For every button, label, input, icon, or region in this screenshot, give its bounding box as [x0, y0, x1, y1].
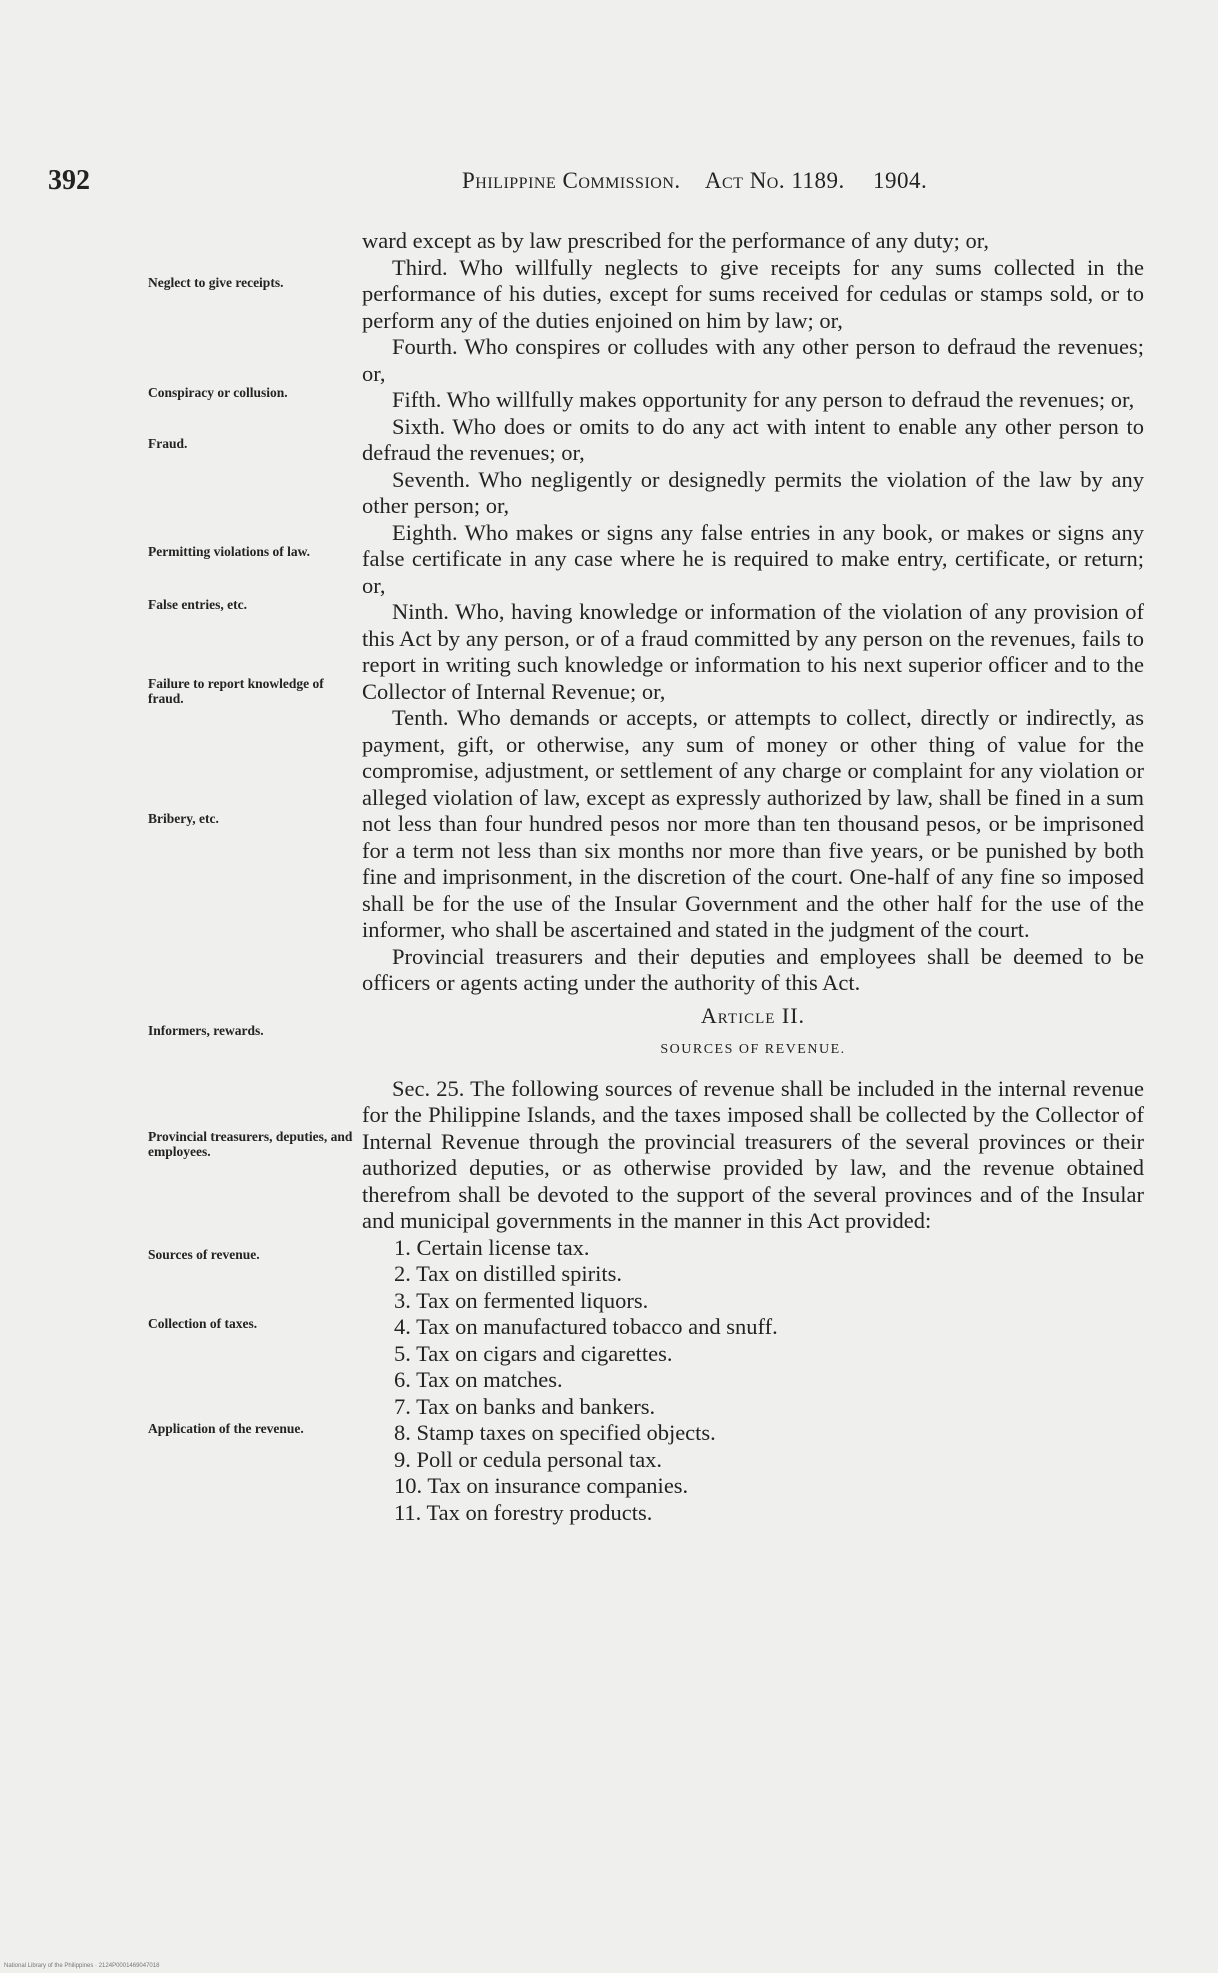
list-item: 9. Poll or cedula personal tax.	[394, 1446, 663, 1472]
paragraph: Eighth. Who makes or signs any false entries in any book, or makes or signs any false certificate in any case where he is required to make entry, certificate, or return; or,	[362, 519, 1144, 598]
list-item: 7. Tax on banks and bankers.	[394, 1393, 656, 1419]
margin-note: Conspiracy or collusion.	[148, 385, 288, 400]
article-subheading: SOURCES OF REVENUE.	[660, 1042, 846, 1057]
paragraph: Provincial treasurers and their deputies and employees shall be deemed to be officers or agents acting under the authority of this Act.	[362, 943, 1144, 995]
list-item: 10. Tax on insurance companies.	[394, 1473, 689, 1498]
list-item: 5. Tax on cigars and cigarettes.	[394, 1340, 673, 1366]
body-text	[362, 228, 1144, 1526]
list-item: 6. Tax on matches.	[394, 1367, 563, 1392]
paragraph: Seventh. Who negligently or designedly permits the violation of the law by any other person; or,	[362, 466, 1144, 518]
margin-note: Bribery, etc.	[148, 811, 219, 826]
margin-note: Provincial treasurers, deputies, and employees.	[148, 1129, 353, 1159]
article-heading: Article II.	[700, 1002, 806, 1028]
scan-footer: National Library of the Philippines · 2124P0001469047018	[4, 1963, 160, 1969]
list-item: 2. Tax on distilled spirits.	[394, 1261, 623, 1286]
page-number: 392	[48, 165, 90, 196]
margin-note: Permitting violations of law.	[148, 544, 310, 559]
header-act: Act No. 1189.	[704, 168, 845, 193]
paragraph: Ninth. Who, having knowledge or information of the violation of any provision of this Act by any person, or of a fraud committed by any person on the revenues, fails to report in writing such knowledge or information to his next superior officer and to the Collector of Internal Revenue; or,	[362, 599, 1144, 704]
header-commission: Philippine Commission.	[462, 168, 681, 193]
paragraph: Third. Who willfully neglects to give receipts for any sums collected in the performance of his duties, except for sums received for cedulas or stamps sold, or to perform any of the duties enjoined on him by law; or,	[362, 254, 1144, 333]
margin-note: Informers, rewards.	[148, 1023, 264, 1038]
paragraph: ward except as by law prescribed for the performance of any duty; or,	[362, 228, 989, 253]
header-year: 1904.	[873, 168, 928, 193]
margin-note: Application of the revenue.	[148, 1421, 304, 1436]
list-item: 4. Tax on manufactured tobacco and snuff.	[394, 1314, 778, 1339]
running-header	[462, 168, 927, 194]
revenue-sources-list	[362, 1235, 1144, 1527]
paragraph: Sec. 25. The following sources of revenue shall be included in the internal revenue for the Philippine Islands, and the taxes imposed shall be collected by the Collector of Internal Revenue through the provincial treasurers of the several provinces or their authorized deputies, or as otherwise provided by law, and the revenue obtained therefrom shall be devoted to the support of the several provinces and of the Insular and municipal governments in the manner in this Act provided:	[362, 1075, 1144, 1233]
margin-note: Collection of taxes.	[148, 1316, 258, 1331]
list-item: 8. Stamp taxes on specified objects.	[394, 1420, 716, 1445]
paragraph: Tenth. Who demands or accepts, or attempts to collect, directly or indirectly, as payment, gift, or otherwise, any sum of money or other thing of value for the compromise, adjustment, or settlement of any charge or complaint for any violation or alleged violation of law, except as expressly authorized by law, shall be fined in a sum not less than four hundred pesos nor more than ten thousand pesos, or be imprisoned for a term not less than six months nor more than five years, or be punished by both fine and imprisonment, in the discretion of the court. One-half of any fine so imposed shall be for the use of the Insular Government and the other half for the use of the informer, who shall be ascertained and stated in the judgment of the court.	[362, 705, 1144, 942]
paragraph: Fourth. Who conspires or colludes with any other person to defraud the revenues; or,	[362, 334, 1144, 386]
paragraph: Sixth. Who does or omits to do any act with intent to enable any other person to defraud the revenues; or,	[362, 413, 1144, 465]
list-item: 1. Certain license tax.	[394, 1234, 590, 1260]
list-item: 11. Tax on forestry products.	[394, 1499, 653, 1525]
margin-note: False entries, etc.	[148, 597, 247, 612]
list-item: 3. Tax on fermented liquors.	[394, 1287, 649, 1313]
margin-note: Neglect to give receipts.	[148, 275, 284, 290]
margin-note: Fraud.	[148, 436, 188, 451]
margin-note: Sources of revenue.	[148, 1247, 260, 1262]
paragraph: Fifth. Who willfully makes opportunity for any person to defraud the revenues; or,	[392, 387, 1135, 412]
margin-note: Failure to report knowledge of fraud.	[148, 676, 324, 706]
